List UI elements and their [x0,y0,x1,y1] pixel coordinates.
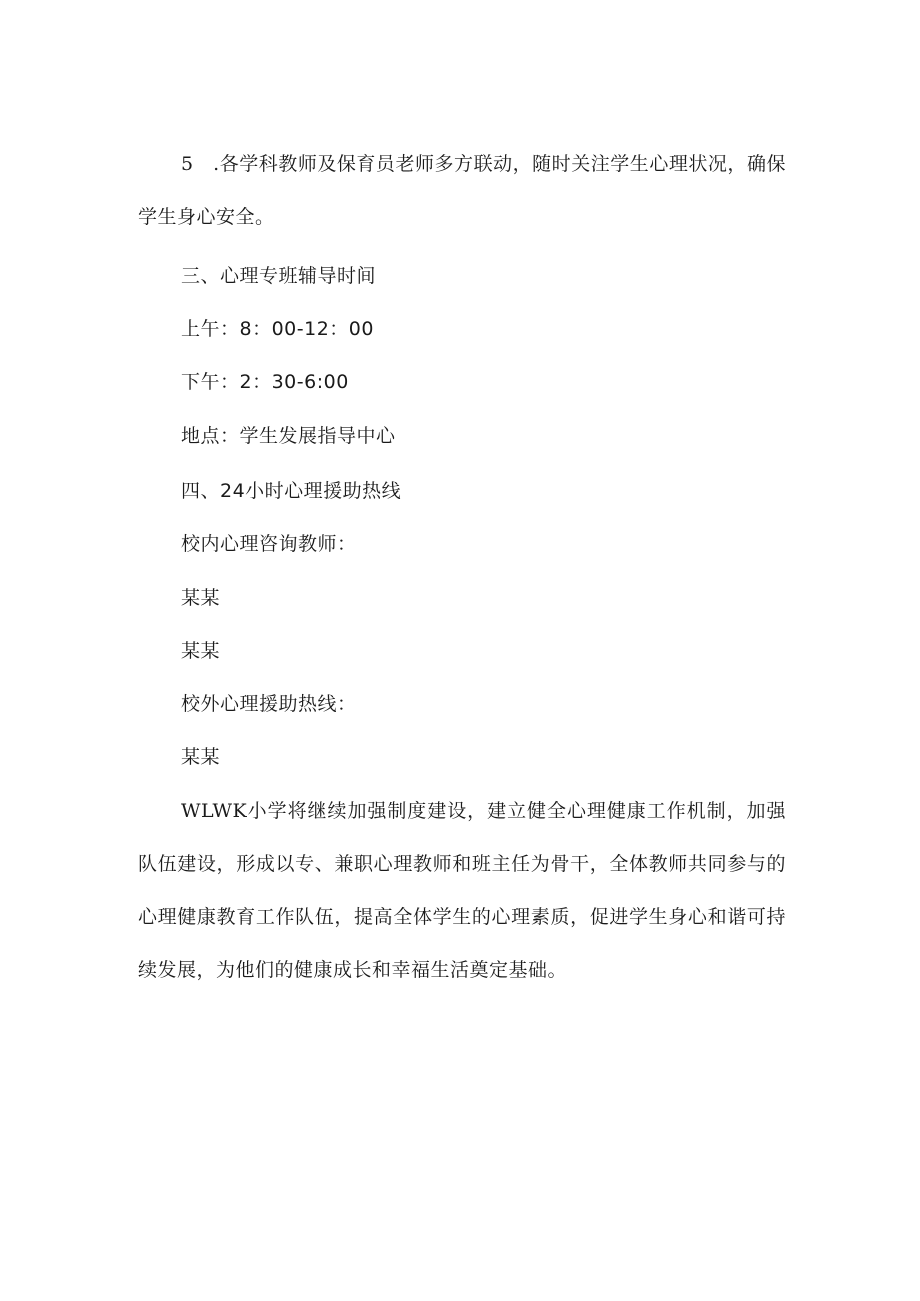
closing-paragraph: WLWK小学将继续加强制度建设，建立健全心理健康工作机制，加强队伍建设，形成以专、兼职心理教师和班主任为骨干，全体教师共同参与的心理健康教育工作队伍，提高全体学生的心理素质，促进学生身心和谐可持续发展，为他们的健康成长和幸福生活奠定基础。 [138,800,786,981]
morning-hours: 上午：8：00-12：00 [181,318,374,340]
location-line: 地点：学生发展指导中心 [181,425,396,447]
section-3-heading: 三、心理专班辅导时间 [181,265,377,287]
inschool-counselor-name-1: 某某 [181,587,221,609]
section-4-heading: 四、24小时心理援助热线 [181,480,402,502]
afternoon-hours: 下午：2：30-6:00 [181,371,349,393]
item-5-paragraph: 5 .各学科教师及保育员老师多方联动，随时关注学生心理状况，确保学生身心安全。 [138,153,786,228]
inschool-counselor-name-2: 某某 [181,640,221,662]
outschool-hotline-name-1: 某某 [181,746,221,768]
outschool-hotline-label: 校外心理援助热线： [181,693,357,715]
inschool-counselor-label: 校内心理咨询教师： [181,533,357,555]
